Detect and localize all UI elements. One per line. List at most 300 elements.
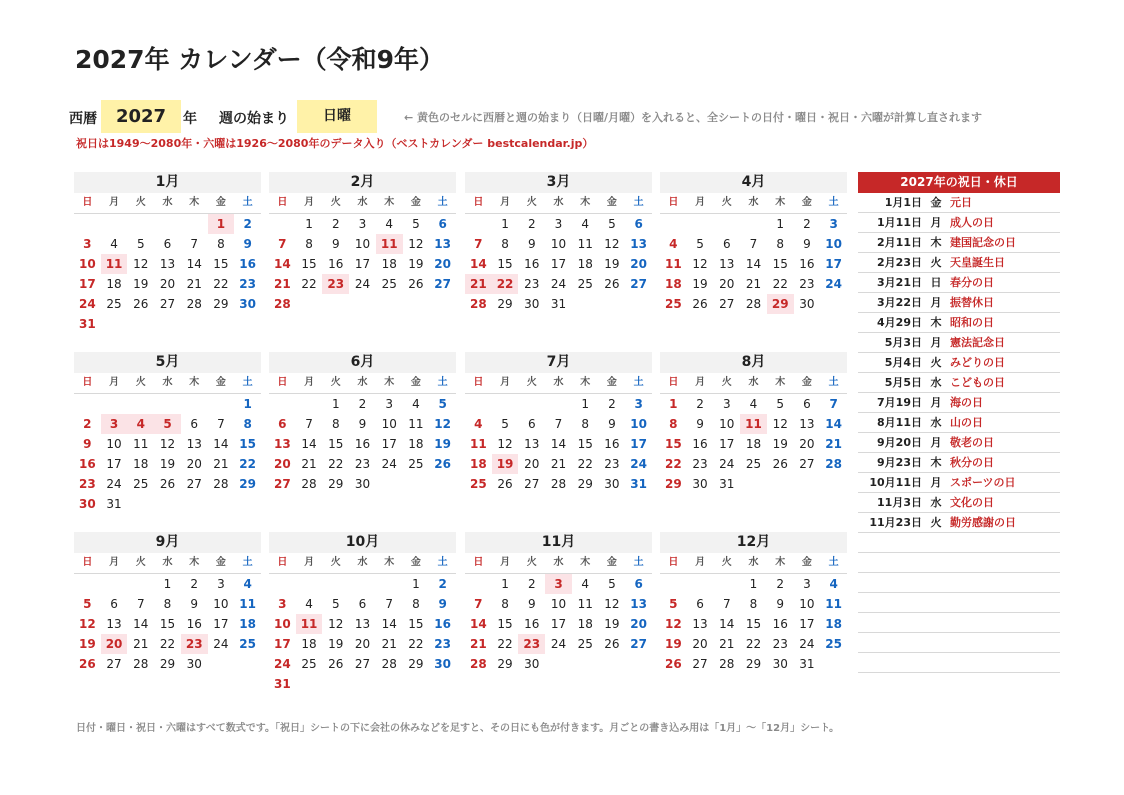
day-cell: 18: [301, 637, 317, 651]
week-start-label: 週の始まり: [219, 111, 289, 127]
day-cell: 22: [213, 277, 229, 291]
holiday-row: [858, 213, 1060, 233]
day-cell: 6: [634, 577, 643, 591]
weekday-header-row: [74, 373, 261, 394]
holiday-weekday: 火: [930, 516, 942, 529]
day-cell: 19: [772, 437, 788, 451]
weekday-header: 水: [162, 197, 173, 208]
day-cell: 20: [630, 617, 647, 631]
weekday-header: 木: [189, 377, 200, 388]
day-cell: 9: [331, 237, 340, 251]
day-cell: 7: [217, 417, 225, 431]
holiday-row: [858, 493, 1060, 513]
day-cell: 9: [803, 237, 811, 251]
day-cell: 13: [692, 617, 708, 631]
holiday-row: [858, 333, 1060, 353]
day-cell: 14: [550, 437, 567, 451]
weekday-header: 日: [82, 557, 93, 568]
day-cell: 18: [577, 617, 593, 631]
day-cell: 24: [381, 457, 397, 471]
day-cell: 8: [669, 417, 678, 431]
holiday-name: 建国記念の日: [950, 236, 1016, 249]
day-cell: 11: [239, 597, 256, 611]
day-cell: 12: [79, 617, 96, 631]
week-start-input[interactable]: 日曜: [297, 100, 377, 133]
day-cell: 7: [385, 597, 394, 611]
day-cell: 8: [217, 237, 225, 251]
month-title: 6月: [269, 352, 456, 373]
day-cell: 28: [186, 297, 202, 311]
holiday-date: 11月3日: [877, 496, 922, 509]
day-cell: 17: [79, 277, 96, 291]
weekday-header: 土: [437, 197, 448, 208]
day-cell: 11: [296, 614, 323, 634]
day-cell: 4: [581, 217, 590, 231]
empty-day-cell: [322, 574, 349, 594]
day-cell: 14: [825, 417, 842, 431]
empty-day-cell: [465, 214, 492, 234]
day-cell: 12: [497, 437, 513, 451]
day-cell: 19: [692, 277, 708, 291]
day-cell: 1: [243, 397, 252, 411]
day-cell: 25: [301, 657, 317, 671]
day-cell: 3: [803, 577, 811, 591]
holiday-weekday: 水: [930, 376, 942, 389]
day-cell: 26: [772, 457, 788, 471]
weekday-header: 金: [801, 557, 812, 568]
holiday-weekday: 火: [930, 256, 942, 269]
year-unit-label: 年: [183, 111, 197, 127]
day-cell: 3: [554, 217, 563, 231]
holiday-date: 4月29日: [877, 316, 922, 329]
day-grid: [465, 394, 652, 494]
day-cell: 29: [745, 657, 762, 671]
day-cell: 2: [358, 397, 367, 411]
holiday-date: 5月3日: [884, 336, 922, 349]
day-cell: 10: [106, 437, 122, 451]
month-block: [465, 352, 652, 494]
weekday-header: 土: [242, 197, 253, 208]
day-cell: 17: [354, 257, 371, 271]
day-cell: 4: [749, 397, 758, 411]
day-cell: 7: [554, 417, 563, 431]
holiday-panel-header: 2027年の祝日・休日: [858, 172, 1060, 193]
holiday-empty-row[interactable]: [858, 593, 1060, 613]
weekday-header: 日: [668, 377, 679, 388]
day-cell: 14: [470, 617, 487, 631]
day-cell: 13: [524, 437, 540, 451]
holiday-weekday: 水: [930, 496, 942, 509]
weekday-header: 火: [526, 557, 537, 568]
day-grid: [74, 214, 261, 334]
empty-day-cell: [154, 394, 181, 414]
weekday-header: 土: [437, 377, 448, 388]
weekday-header: 木: [189, 197, 200, 208]
day-cell: 27: [434, 277, 451, 291]
month-block: [74, 172, 261, 334]
month-title: 4月: [660, 172, 847, 193]
weekday-header: 土: [633, 557, 644, 568]
month-title: 5月: [74, 352, 261, 373]
day-cell: 23: [518, 634, 545, 654]
holiday-weekday: 日: [930, 276, 942, 289]
day-cell: 15: [772, 257, 788, 271]
holiday-name: 秋分の日: [950, 456, 994, 469]
day-cell: 22: [239, 457, 256, 471]
month-block: [269, 532, 456, 694]
day-cell: 14: [719, 617, 735, 631]
day-cell: 27: [186, 477, 202, 491]
day-cell: 1: [501, 577, 509, 591]
month-block: [269, 352, 456, 494]
day-cell: 16: [692, 437, 708, 451]
day-cell: 24: [825, 277, 842, 291]
day-cell: 1: [331, 397, 340, 411]
holiday-date: 3月21日: [877, 276, 922, 289]
day-cell: 15: [159, 617, 176, 631]
day-cell: 3: [358, 217, 367, 231]
day-cell: 1: [776, 217, 785, 231]
day-grid: [74, 394, 261, 514]
holiday-name: 文化の日: [950, 496, 994, 509]
day-cell: 22: [665, 457, 682, 471]
holiday-date: 5月4日: [884, 356, 922, 369]
month-block: [269, 172, 456, 314]
day-cell: 23: [434, 637, 451, 651]
day-cell: 10: [274, 617, 291, 631]
day-cell: 15: [497, 617, 513, 631]
weekday-header: 月: [500, 557, 511, 568]
day-cell: 8: [776, 237, 785, 251]
holiday-name: 振替休日: [950, 296, 994, 309]
day-cell: 4: [669, 237, 678, 251]
day-cell: 19: [79, 637, 96, 651]
holiday-name: 元日: [950, 196, 972, 209]
day-cell: 11: [376, 234, 403, 254]
day-cell: 1: [749, 577, 758, 591]
day-cell: 8: [163, 597, 172, 611]
weekday-header: 日: [473, 557, 484, 568]
weekday-header: 金: [606, 197, 617, 208]
day-cell: 7: [722, 597, 731, 611]
day-cell: 23: [239, 277, 256, 291]
empty-day-cell: [269, 394, 296, 414]
day-cell: 21: [381, 637, 397, 651]
day-cell: 20: [186, 457, 202, 471]
day-cell: 8: [243, 417, 252, 431]
holiday-name: 海の日: [950, 396, 983, 409]
day-cell: 23: [799, 277, 815, 291]
day-cell: 31: [630, 477, 647, 491]
weekday-header: 土: [633, 197, 644, 208]
weekday-header: 火: [135, 557, 146, 568]
day-cell: 17: [550, 617, 567, 631]
day-cell: 11: [665, 257, 682, 271]
weekday-header: 金: [410, 197, 421, 208]
day-cell: 28: [274, 297, 291, 311]
day-cell: 25: [665, 297, 682, 311]
weekday-header: 月: [695, 377, 706, 388]
holiday-date: 1月11日: [877, 216, 922, 229]
weekday-header: 日: [473, 197, 484, 208]
day-cell: 21: [465, 274, 492, 294]
day-cell: 14: [745, 257, 762, 271]
day-cell: 5: [501, 417, 509, 431]
day-cell: 20: [692, 637, 708, 651]
day-cell: 7: [136, 597, 145, 611]
day-cell: 21: [213, 457, 229, 471]
day-cell: 10: [825, 237, 842, 251]
month-title: 1月: [74, 172, 261, 193]
day-cell: 24: [799, 637, 815, 651]
day-cell: 26: [604, 637, 620, 651]
day-cell: 26: [408, 277, 424, 291]
month-title: 12月: [660, 532, 847, 553]
weekday-header: 金: [215, 557, 226, 568]
day-cell: 13: [630, 237, 647, 251]
day-cell: 25: [408, 457, 424, 471]
day-cell: 18: [106, 277, 122, 291]
weekday-header: 土: [828, 377, 839, 388]
weekday-header: 日: [82, 197, 93, 208]
weekday-header-row: [74, 193, 261, 214]
day-cell: 22: [301, 277, 317, 291]
holiday-empty-row[interactable]: [858, 613, 1060, 633]
holiday-name: 勤労感謝の日: [950, 516, 1016, 529]
weekday-header: 火: [721, 557, 732, 568]
day-grid: [269, 574, 456, 694]
day-cell: 9: [358, 417, 367, 431]
day-cell: 17: [719, 437, 735, 451]
day-cell: 20: [524, 457, 540, 471]
day-cell: 10: [550, 237, 567, 251]
day-cell: 25: [577, 277, 593, 291]
weekday-header: 金: [410, 557, 421, 568]
day-cell: 9: [608, 417, 616, 431]
holiday-date: 7月19日: [877, 396, 922, 409]
day-cell: 4: [412, 397, 420, 411]
day-cell: 30: [354, 477, 371, 491]
day-cell: 14: [301, 437, 317, 451]
day-cell: 29: [159, 657, 176, 671]
weekday-header: 日: [82, 377, 93, 388]
day-cell: 13: [799, 417, 815, 431]
year-label: 西暦: [69, 111, 97, 127]
day-cell: 26: [159, 477, 176, 491]
day-cell: 23: [79, 477, 96, 491]
holiday-row: [858, 273, 1060, 293]
day-cell: 18: [577, 257, 593, 271]
day-cell: 29: [497, 657, 513, 671]
day-cell: 27: [159, 297, 176, 311]
day-cell: 17: [630, 437, 647, 451]
day-cell: 13: [159, 257, 176, 271]
day-cell: 3: [101, 414, 128, 434]
day-cell: 28: [745, 297, 762, 311]
day-cell: 24: [79, 297, 96, 311]
holiday-row: [858, 193, 1060, 213]
day-cell: 16: [434, 617, 451, 631]
day-cell: 27: [524, 477, 540, 491]
day-cell: 31: [274, 677, 291, 691]
day-cell: 25: [745, 457, 762, 471]
day-cell: 2: [803, 217, 811, 231]
weekday-header: 金: [215, 197, 226, 208]
day-cell: 27: [106, 657, 122, 671]
day-cell: 30: [524, 297, 540, 311]
day-cell: 25: [239, 637, 256, 651]
day-grid: [660, 574, 847, 674]
day-cell: 5: [136, 237, 145, 251]
day-cell: 14: [186, 257, 202, 271]
day-cell: 16: [354, 437, 371, 451]
day-cell: 20: [101, 634, 128, 654]
day-cell: 5: [608, 217, 616, 231]
day-cell: 30: [79, 497, 96, 511]
weekday-header: 水: [357, 197, 368, 208]
holiday-empty-row[interactable]: [858, 573, 1060, 593]
holiday-name: 昭和の日: [950, 316, 994, 329]
weekday-header: 木: [384, 377, 395, 388]
day-cell: 10: [213, 597, 229, 611]
weekday-header: 水: [748, 377, 759, 388]
holiday-empty-row[interactable]: [858, 533, 1060, 553]
day-cell: 12: [665, 617, 682, 631]
day-cell: 31: [79, 317, 96, 331]
weekday-header: 月: [304, 377, 315, 388]
empty-day-cell: [101, 574, 128, 594]
day-cell: 1: [305, 217, 313, 231]
day-cell: 8: [501, 237, 509, 251]
holiday-empty-row[interactable]: [858, 553, 1060, 573]
day-cell: 19: [159, 457, 176, 471]
day-cell: 12: [604, 237, 620, 251]
day-cell: 18: [745, 437, 762, 451]
day-cell: 16: [79, 457, 96, 471]
day-cell: 3: [722, 397, 731, 411]
weekday-header: 木: [775, 557, 786, 568]
holiday-date: 9月20日: [877, 436, 922, 449]
day-cell: 13: [719, 257, 735, 271]
month-title: 3月: [465, 172, 652, 193]
day-cell: 12: [772, 417, 788, 431]
day-cell: 18: [381, 257, 397, 271]
day-cell: 4: [385, 217, 394, 231]
holiday-empty-row[interactable]: [858, 633, 1060, 653]
holiday-name: こどもの日: [950, 376, 1005, 389]
empty-day-cell: [74, 394, 101, 414]
day-cell: 6: [438, 217, 447, 231]
holiday-empty-row[interactable]: [858, 653, 1060, 673]
day-cell: 30: [239, 297, 256, 311]
day-cell: 1: [501, 217, 509, 231]
weekday-header: 木: [580, 197, 591, 208]
day-cell: 25: [133, 477, 149, 491]
month-title: 8月: [660, 352, 847, 373]
month-title: 11月: [465, 532, 652, 553]
day-cell: 20: [274, 457, 291, 471]
weekday-header: 土: [828, 197, 839, 208]
empty-day-cell: [154, 214, 181, 234]
day-cell: 29: [497, 297, 513, 311]
holiday-weekday: 火: [930, 356, 942, 369]
weekday-header: 火: [526, 197, 537, 208]
weekday-header-row: [269, 193, 456, 214]
weekday-header-row: [465, 373, 652, 394]
weekday-header-row: [660, 373, 847, 394]
day-cell: 28: [719, 657, 735, 671]
day-cell: 19: [604, 617, 620, 631]
weekday-header: 水: [162, 377, 173, 388]
day-cell: 13: [434, 237, 451, 251]
day-cell: 9: [696, 417, 704, 431]
day-cell: 21: [301, 457, 317, 471]
day-cell: 26: [328, 657, 344, 671]
weekday-header: 日: [277, 557, 288, 568]
day-cell: 21: [825, 437, 842, 451]
month-block: [660, 532, 847, 674]
day-cell: 8: [412, 597, 420, 611]
day-cell: 5: [154, 414, 181, 434]
empty-day-cell: [492, 394, 519, 414]
day-cell: 30: [186, 657, 202, 671]
day-cell: 25: [106, 297, 122, 311]
day-cell: 4: [110, 237, 118, 251]
day-cell: 29: [213, 297, 229, 311]
day-cell: 28: [381, 657, 397, 671]
day-cell: 5: [83, 597, 92, 611]
day-cell: 21: [719, 637, 735, 651]
holiday-name: 敬老の日: [950, 436, 994, 449]
day-cell: 14: [470, 257, 487, 271]
holiday-date: 1月1日: [884, 196, 922, 209]
day-cell: 9: [243, 237, 252, 251]
weekday-header: 土: [437, 557, 448, 568]
holiday-name: 憲法記念日: [950, 336, 1005, 349]
day-cell: 10: [719, 417, 735, 431]
day-cell: 31: [719, 477, 735, 491]
day-cell: 25: [825, 637, 842, 651]
day-grid: [465, 214, 652, 314]
day-cell: 27: [630, 637, 647, 651]
day-cell: 7: [305, 417, 313, 431]
day-cell: 20: [434, 257, 451, 271]
day-cell: 19: [492, 454, 519, 474]
year-input[interactable]: 2027: [101, 100, 181, 133]
day-cell: 30: [524, 657, 540, 671]
day-cell: 8: [581, 417, 590, 431]
day-cell: 6: [634, 217, 643, 231]
day-cell: 21: [274, 277, 291, 291]
weekday-header-row: [465, 553, 652, 574]
day-cell: 20: [354, 637, 371, 651]
empty-day-cell: [296, 394, 323, 414]
footer-note: 日付・曜日・祝日・六曜はすべて数式です。「祝日」シートの下に会社の休みなどを足すと、その日にも色が付きます。月ごとの書き込み用は「1月」〜「12月」シート。: [76, 723, 840, 734]
day-cell: 13: [186, 437, 202, 451]
empty-day-cell: [687, 574, 714, 594]
holiday-date: 5月5日: [884, 376, 922, 389]
day-cell: 1: [163, 577, 172, 591]
holiday-date: 11月23日: [869, 516, 922, 529]
weekday-header: 月: [304, 557, 315, 568]
day-cell: 26: [434, 457, 451, 471]
month-title: 9月: [74, 532, 261, 553]
weekday-header: 水: [553, 197, 564, 208]
day-cell: 26: [692, 297, 708, 311]
day-cell: 22: [745, 637, 762, 651]
month-block: [465, 172, 652, 314]
day-cell: 2: [438, 577, 447, 591]
